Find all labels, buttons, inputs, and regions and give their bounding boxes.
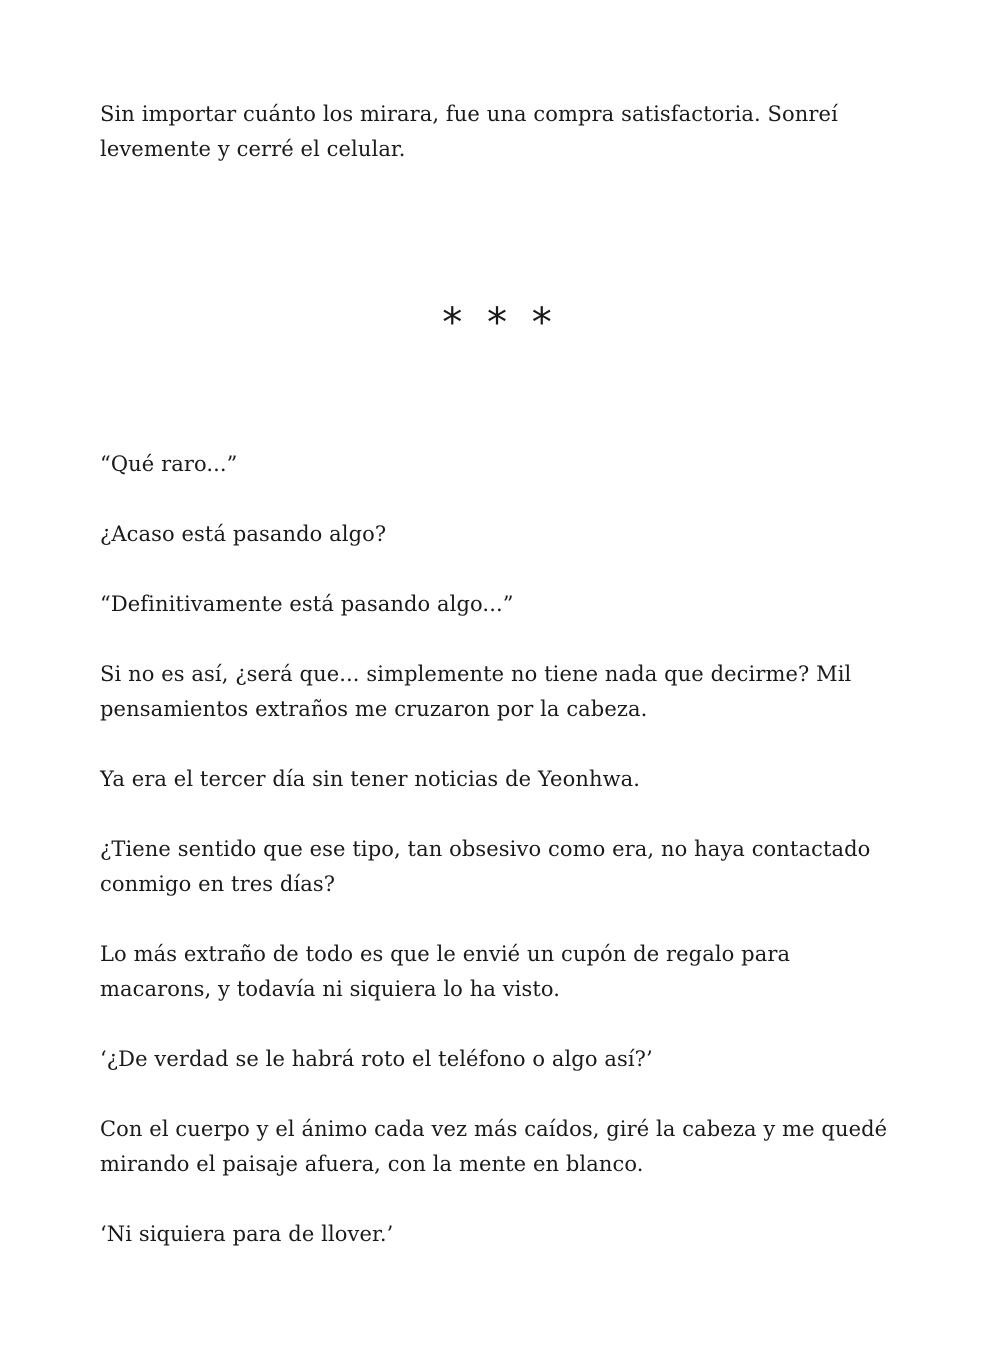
body-text [100,447,900,1252]
paragraph: ¿Acaso está pasando algo? [100,522,387,546]
document-page [100,97,900,1246]
paragraph: Lo más extraño de todo es que le envié un cupón de regalo para macarons, y todavía ni siquiera lo ha visto. [100,942,791,1001]
paragraph: Si no es así, ¿será que... simplemente no tiene nada que decirme? Mil pensamientos extraños me cruzaron por la cabeza. [100,662,852,721]
paragraph: ‘Ni siquiera para de llover.’ [100,1222,394,1246]
paragraph: “Definitivamente está pasando algo...” [100,592,514,616]
paragraph: Con el cuerpo y el ánimo cada vez más caídos, giré la cabeza y me quedé mirando el paisaje afuera, con la mente en blanco. [100,1117,888,1176]
paragraph: “Qué raro...” [100,452,238,476]
scene-separator: * * * [442,300,558,346]
opening-paragraph: Sin importar cuánto los mirara, fue una compra satisfactoria. Sonreí levemente y cerré el celular. [100,102,838,161]
paragraph: Ya era el tercer día sin tener noticias de Yeonhwa. [100,767,641,791]
paragraph: ¿Tiene sentido que ese tipo, tan obsesivo como era, no haya contactado conmigo en tres días? [100,837,871,896]
paragraph: ‘¿De verdad se le habrá roto el teléfono o algo así?’ [100,1047,653,1071]
